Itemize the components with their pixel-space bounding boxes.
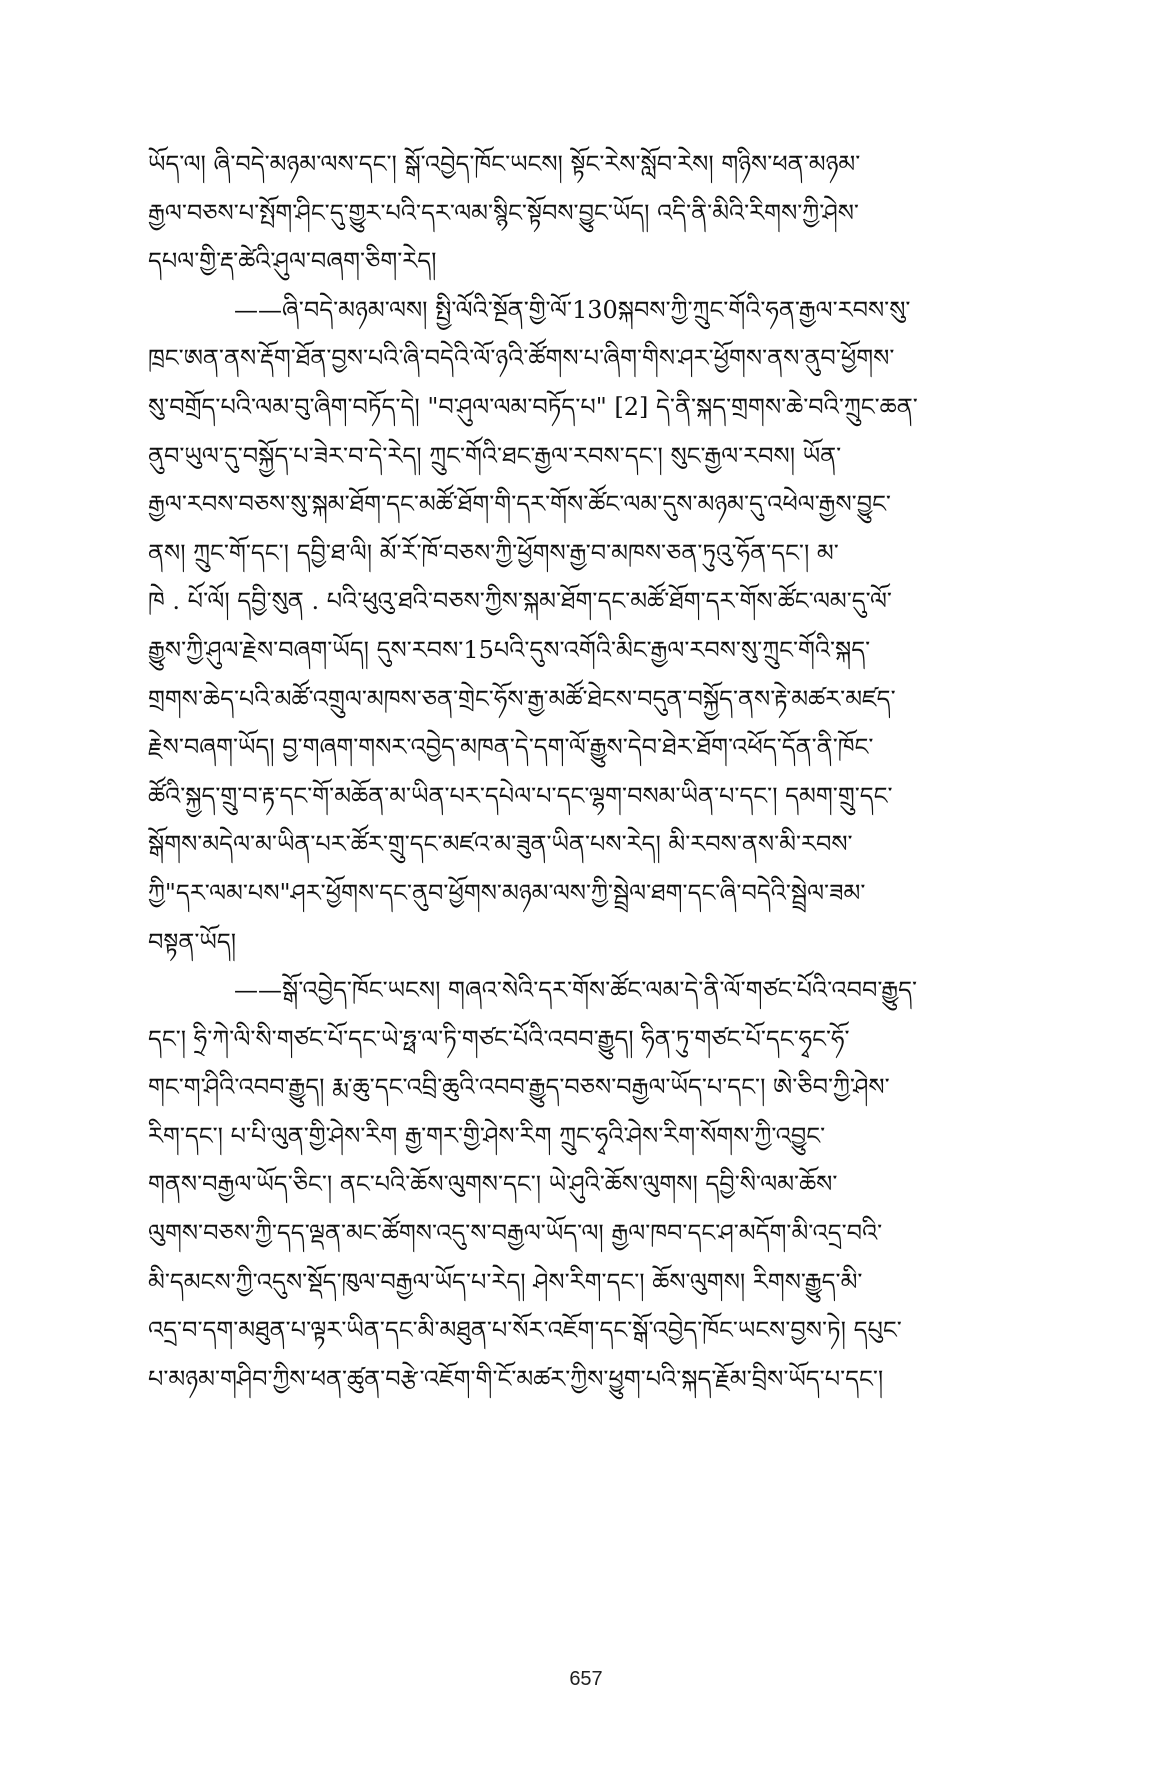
text-line: ཁྲང་ཨན་ནས་རྡོག་ཐོན་བྱས་པའི་ཞི་བདེའི་ལོ་ཉའི་ཚོགས་པ་ཞིག་གིས་ཤར་ཕྱོགས་ནས་ནུབ་ཕྱོགས་ xyxy=(148,344,895,373)
text-line: བསྟན་ཡོད། xyxy=(148,927,237,956)
text-line: རྒྱལ་རབས་བཅས་སུ་སྐམ་ཐོག་དང་མཚོ་ཐོག་གི་དར་གོས་ཚོང་ལམ་དུས་མཉམ་དུ་འཕེལ་རྒྱས་བྱུང་ xyxy=(148,490,891,519)
text-line: རྒྱལ་བཅས་པ་སྤོག་ཤིང་དུ་གྱུར་པའི་དར་ལམ་སྙིང་སྟོབས་བྱུང་ཡོད། འདི་ནི་མིའི་རིགས་ཀྱི་ཤེས་ xyxy=(148,198,859,227)
text-line: ——ཞི་བདེ་མཉམ་ལས། སྤྱི་ལོའི་སྔོན་གྱི་ལོ་130སྐབས་ཀྱི་ཀྲུང་གོའི་ཧན་རྒྱལ་རབས་སུ་ xyxy=(234,295,911,324)
text-line: ནུབ་ཡུལ་དུ་བསྐྱོད་པ་ཟེར་བ་དེ་རེད། ཀྲུང་གོའི་ཐང་རྒྱལ་རབས་དང་། སུང་རྒྱལ་རབས། ཡོན་ xyxy=(148,441,842,470)
text-line: རྗེས་བཞག་ཡོད། བྱ་གཞག་གསར་འབྱེད་མཁན་དེ་དག་ལོ་རྒྱུས་དེབ་ཐེར་ཐོག་འཕོད་དོན་ནི་ཁོང་ xyxy=(148,733,874,762)
page-number: 657 xyxy=(569,1668,603,1690)
text-line: སྒོགས་མདེལ་མ་ཡིན་པར་ཚོར་གྲུ་དང་མཛའ་མ་ཟུན་ཡིན་པས་རེད། མི་རབས་ནས་མི་རབས་ xyxy=(148,830,853,859)
text-line: ཀྱི"དར་ལམ་པས"ཤར་ཕྱོགས་དང་ནུབ་ཕྱོགས་མཉམ་ལས་ཀྱི་སྦྲེལ་ཐག་དང་ཞི་བདེའི་སྦྲེལ་ཟམ་ xyxy=(148,878,866,907)
body-text xyxy=(148,140,1024,1403)
text-line: ཡོད་ལ། ཞི་བདེ་མཉམ་ལས་དང་། སྒོ་འབྱེད་ཁོང་ཡངས། སྟོང་རེས་སློབ་རེས། གཉིས་ཕན་མཉམ་ xyxy=(148,150,861,178)
text-line: རིག་དང་། པ་པི་ལུན་གྱི་ཤེས་རིག རྒྱ་གར་གྱི་ཤེས་རིག ཀྲུང་ཧྭའི་ཤེས་རིག་སོགས་ཀྱི་འབྱུང་ xyxy=(148,1121,826,1150)
text-line: གནས་བརྒྱལ་ཡོད་ཅིང་། ནང་པའི་ཆོས་ལུགས་དང་། ཡེ་ཤུའི་ཆོས་ལུགས། དབྱི་སི་ལམ་ཆོས་ xyxy=(148,1170,838,1199)
text-line: དང་། ཧྲི་ཀེ་ལི་སི་གཙང་པོ་དང་ཡེ་ཧྥ་ལ་ཏི་གཙང་པོའི་འབབ་རྒྱུད། ཧིན་ཏུ་གཙང་པོ་དང་ཧྭང་ཧོ་ xyxy=(148,1024,850,1053)
text-line: མི་དམངས་ཀྱི་འདུས་སྡོད་ཁུལ་བརྒྱལ་ཡོད་པ་རེད། ཤེས་རིག་དང་། ཆོས་ལུགས། རིགས་རྒྱུད་མི་ xyxy=(148,1267,863,1296)
text-line: དཔལ་གྱི་རྡ་ཚེའི་ཤུལ་བཞག་ཅིག་རེད། xyxy=(148,247,437,276)
text-line: འདྲ་བ་དག་མཐུན་པ་ལྟར་ཡིན་དང་མི་མཐུན་པ་སོར་འཇོག་དང་སྒོ་འབྱེད་ཁོང་ཡངས་བྱས་ཏེ། དཔུང་ xyxy=(148,1316,902,1345)
text-line: ལུགས་བཅས་ཀྱི་དད་ལྡན་མང་ཚོགས་འདུ་ས་བརྒྱལ་ཡོད་ལ། རྒྱལ་ཁབ་དང་ཤ་མདོག་མི་འདྲ་བའི་ xyxy=(148,1219,883,1248)
text-line: ནས། ཀྲུང་གོ་དང་། དབྱི་ཐ་ལི། མོ་རོ་ཁོ་བཅས་ཀྱི་ཕྱོགས་རྒྱ་བ་མཁས་ཅན་ཏུའུ་ཧོན་དང་། མ་ xyxy=(148,538,839,567)
text-line: ཁེ . པོ་ལོ། དབྱི་སུན . པའི་ཕུའུ་ཐའི་བཅས་ཀྱིས་སྐམ་ཐོག་དང་མཚོ་ཐོག་དར་གོས་ཚོང་ལམ་དུ་ལོ་ xyxy=(148,587,892,616)
text-line: རྒྱུས་ཀྱི་ཤུལ་རྗེས་བཞག་ཡོད། དུས་རབས་15པའི་དུས་འགོའི་མིང་རྒྱལ་རབས་སུ་ཀྲུང་གོའི་སྐད་ xyxy=(148,635,871,664)
text-line: ཚོའི་སྐྱད་གྲུ་བ་རྟ་དང་གོ་མཆོན་མ་ཡིན་པར་དཔེལ་པ་དང་ལྷག་བསམ་ཡིན་པ་དང་། དམག་གྲུ་དང་ xyxy=(148,781,893,810)
text-line: སུ་བགྲོད་པའི་ལམ་བུ་ཞིག་བཏོད་དེ། "བ་ཤུལ་ལམ་བཏོད་པ" [2] དེ་ནི་སྐད་གྲགས་ཆེ་བའི་ཀྲུང་ཆན་ xyxy=(148,392,918,421)
text-line: གྲགས་ཆེད་པའི་མཚོ་འགྲུལ་མཁས་ཅན་གྲེང་ཧོས་རྒྱ་མཚོ་ཐེངས་བདུན་བསྐྱོད་ནས་རྟེ་མཚར་མཛད་ xyxy=(148,684,896,713)
text-line: པ་མཉམ་གཤིབ་ཀྱིས་ཕན་ཚུན་བརྩེ་འཇོག་གི་ངོ་མཚར་ཀྱིས་ཕྱུག་པའི་སྐད་རྗོམ་བྲིས་ཡོད་པ་དང་། xyxy=(148,1364,884,1393)
text-line: གང་ག་ཤིའི་འབབ་རྒྱུད། རྨ་ཆུ་དང་འབྲི་ཆུའི་འབབ་རྒྱུད་བཅས་བརྒྱལ་ཡོད་པ་དང་། ཨེ་ཅིབ་ཀྱི་ཤེས་ xyxy=(148,1073,890,1102)
text-line: ——སྒོ་འབྱེད་ཁོང་ཡངས། གཞའ་སེའི་དར་གོས་ཚོང་ལམ་དེ་ནི་ལོ་གཙང་པོའི་འབབ་རྒྱུད་ xyxy=(234,976,918,1005)
